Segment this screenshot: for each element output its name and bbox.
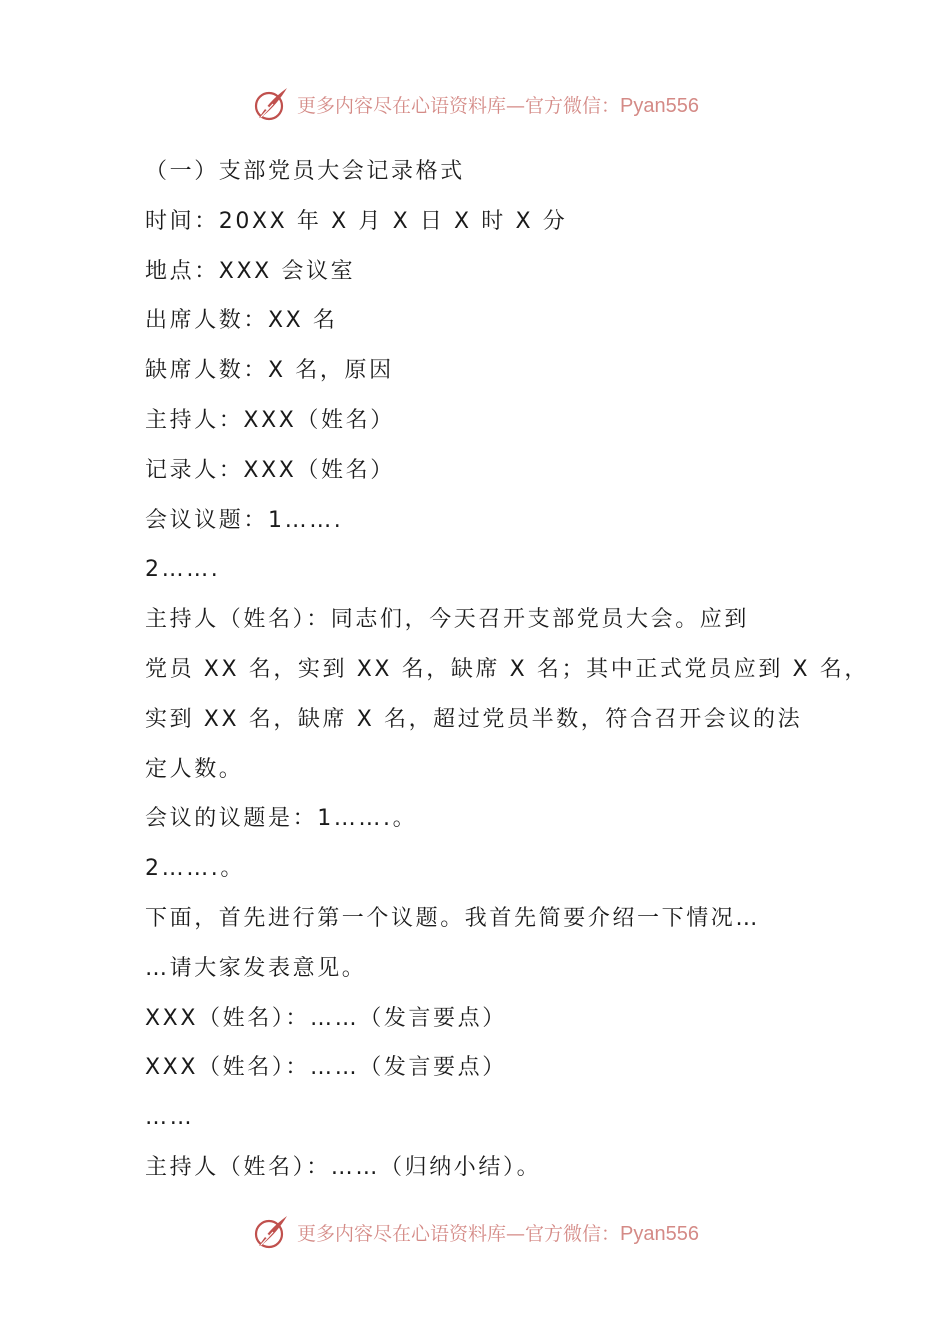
agenda-item-1: 会议议题：1……. xyxy=(145,507,344,533)
ellipsis-line: …… xyxy=(145,1105,195,1131)
header-banner xyxy=(0,82,950,126)
host-opening-line-4: 定人数。 xyxy=(145,756,244,782)
first-topic-line-2: …请大家发表意见。 xyxy=(145,955,367,981)
speaker-entry-2: XXX（姓名）：……（发言要点） xyxy=(145,1055,507,1081)
quill-pen-logo-icon xyxy=(251,84,291,124)
banner-text: 更多内容尽在心语资料库—官方微信：Pyan556 xyxy=(297,94,699,117)
recorder: 记录人：XXX（姓名） xyxy=(145,457,395,483)
attendee-count: 出席人数：XX 名 xyxy=(145,308,338,334)
footer-banner xyxy=(0,1210,950,1254)
agenda-announcement-1: 会议的议题是：1…….。 xyxy=(145,806,418,832)
host-opening-line-1: 主持人（姓名）：同志们，今天召开支部党员大会。应到 xyxy=(145,607,750,633)
quill-pen-logo-icon xyxy=(251,1212,291,1252)
document-body xyxy=(145,147,869,1193)
first-topic-line-1: 下面，首先进行第一个议题。我首先简要介绍一下情况… xyxy=(145,905,761,931)
agenda-announcement-2: 2…….。 xyxy=(145,856,245,882)
host-opening-line-3: 实到 XX 名，缺席 X 名，超过党员半数，符合召开会议的法 xyxy=(145,706,803,732)
banner-wechat-id: Pyan556 xyxy=(620,94,699,117)
host: 主持人：XXX（姓名） xyxy=(145,407,395,433)
agenda-item-2: 2……. xyxy=(145,557,221,583)
meeting-time: 时间：20XX 年 X 月 X 日 X 时 X 分 xyxy=(145,208,568,234)
host-opening-line-2: 党员 XX 名，实到 XX 名，缺席 X 名；其中正式党员应到 X 名， xyxy=(145,656,869,682)
host-summary: 主持人（姓名）：……（归纳小结）。 xyxy=(145,1154,542,1180)
meeting-location: 地点：XXX 会议室 xyxy=(145,258,356,284)
speaker-entry-1: XXX（姓名）：……（发言要点） xyxy=(145,1005,507,1031)
banner-text: 更多内容尽在心语资料库—官方微信：Pyan556 xyxy=(297,1222,699,1245)
banner-wechat-id: Pyan556 xyxy=(620,1222,699,1245)
absentee-count: 缺席人数：X 名，原因 xyxy=(145,358,394,384)
section-title: （一）支部党员大会记录格式 xyxy=(145,159,465,184)
